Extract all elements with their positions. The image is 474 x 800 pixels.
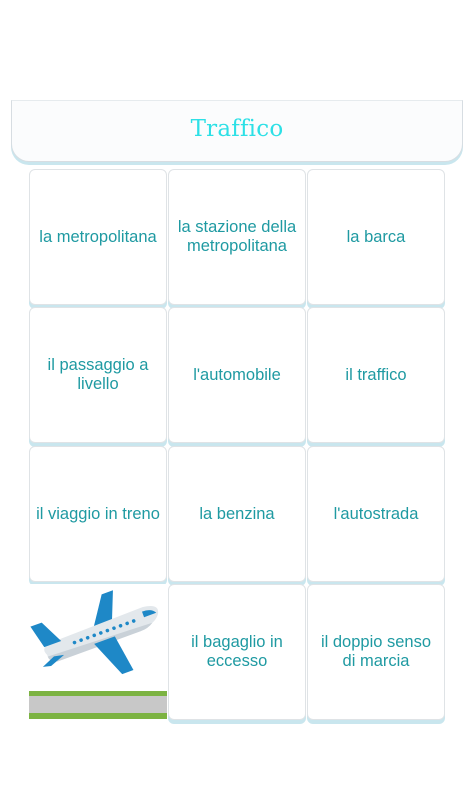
airplane-image-card[interactable] [29, 584, 167, 722]
card-l-autostrada[interactable] [307, 446, 445, 582]
card-l-automobile[interactable] [168, 307, 306, 443]
card-il-passaggio-a-livello[interactable] [29, 307, 167, 443]
card-label: il traffico [345, 365, 407, 384]
card-il-viaggio-in-treno[interactable] [29, 446, 167, 582]
card-grid [29, 169, 445, 723]
card-la-metropolitana[interactable] [29, 169, 167, 305]
card-la-benzina[interactable] [168, 446, 306, 582]
card-la-stazione-della-metropolitana[interactable] [168, 169, 306, 305]
card-label: la benzina [199, 504, 275, 523]
card-label: la metropolitana [39, 227, 157, 246]
card-label: la barca [346, 227, 406, 246]
card-il-traffico[interactable] [307, 307, 445, 443]
card-label: il viaggio in treno [36, 504, 160, 523]
card-label: la stazione della metropolitana [177, 218, 297, 255]
page-title: Traffico [190, 116, 284, 142]
airplane-takeoff-icon [29, 584, 167, 722]
card-il-doppio-senso-di-marcia[interactable] [307, 584, 445, 720]
card-il-bagaglio-in-eccesso[interactable] [168, 584, 306, 720]
page-header [11, 100, 463, 162]
card-label: il doppio senso di marcia [320, 633, 432, 670]
card-label: l'autostrada [333, 504, 419, 523]
card-label: l'automobile [193, 365, 281, 384]
card-label: il passaggio a livello [47, 356, 149, 393]
card-label: il bagaglio in eccesso [191, 633, 283, 670]
card-la-barca[interactable] [307, 169, 445, 305]
